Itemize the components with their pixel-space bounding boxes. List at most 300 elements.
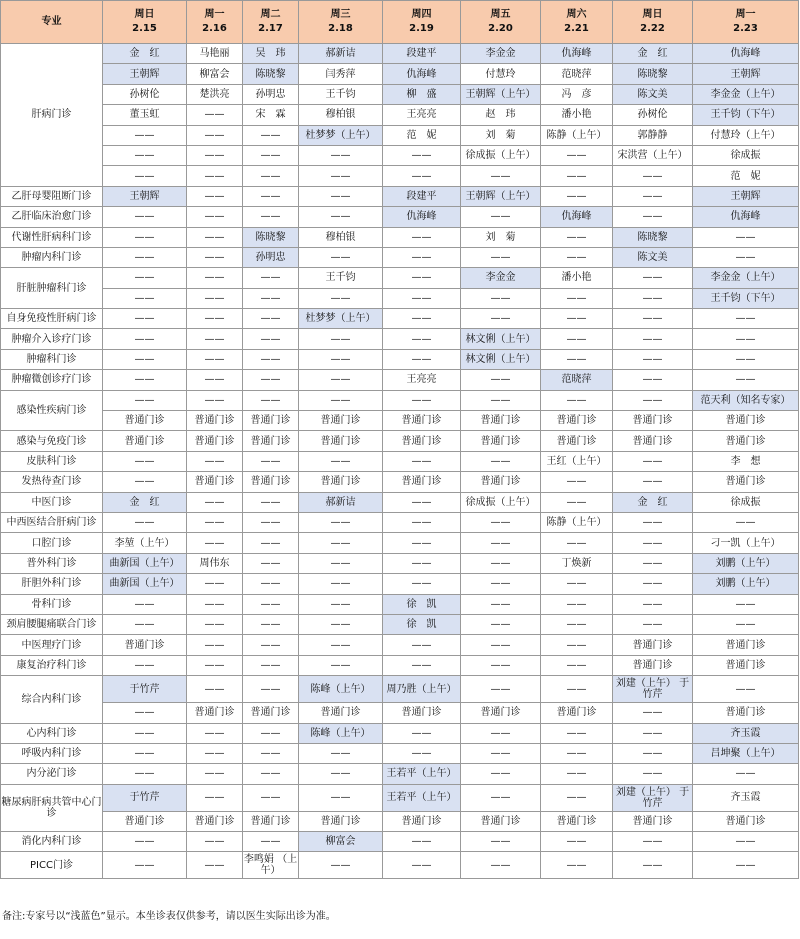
schedule-cell: ——: [243, 574, 299, 594]
schedule-cell: 冯 彦: [541, 84, 613, 104]
schedule-cell: ——: [461, 390, 541, 410]
schedule-cell: 普通门诊: [693, 811, 799, 831]
schedule-cell: 普通门诊: [383, 411, 461, 431]
department-cell: 肿瘤科门诊: [1, 349, 103, 369]
schedule-cell: 普通门诊: [299, 472, 383, 492]
day-header: [613, 1, 693, 44]
schedule-cell: ——: [383, 349, 461, 369]
schedule-cell: ——: [103, 390, 187, 410]
schedule-cell: ——: [461, 723, 541, 743]
table-row: [1, 44, 799, 64]
schedule-cell: ——: [383, 635, 461, 655]
schedule-cell: ——: [103, 370, 187, 390]
department-cell: 肝胆外科门诊: [1, 574, 103, 594]
day-header: [461, 1, 541, 44]
schedule-cell: ——: [613, 390, 693, 410]
schedule-cell: ——: [461, 852, 541, 879]
department-cell: 中医门诊: [1, 492, 103, 512]
schedule-cell: ——: [461, 166, 541, 186]
schedule-cell: ——: [243, 764, 299, 784]
day-header: [383, 1, 461, 44]
schedule-cell: ——: [243, 451, 299, 471]
table-row: [1, 431, 799, 451]
table-row: [1, 655, 799, 675]
schedule-cell: 普通门诊: [243, 472, 299, 492]
schedule-cell: 郝新诘: [299, 44, 383, 64]
department-cell: PICC门诊: [1, 852, 103, 879]
schedule-cell: 普通门诊: [613, 655, 693, 675]
schedule-cell: ——: [461, 553, 541, 573]
schedule-cell: 陈文美: [613, 84, 693, 104]
schedule-cell: ——: [541, 349, 613, 369]
schedule-cell: ——: [613, 594, 693, 614]
schedule-cell: 王亮亮: [383, 370, 461, 390]
schedule-cell: ——: [103, 764, 187, 784]
schedule-cell: ——: [693, 227, 799, 247]
schedule-cell: 李 想: [693, 451, 799, 471]
schedule-cell: 孙明忠: [243, 247, 299, 267]
department-cell: 综合内科门诊: [1, 676, 103, 723]
schedule-cell: ——: [187, 268, 243, 288]
table-row: [1, 533, 799, 553]
schedule-cell: 仇海峰: [541, 207, 613, 227]
schedule-cell: 徐成振（上午）: [461, 145, 541, 165]
schedule-cell: ——: [693, 764, 799, 784]
schedule-cell: ——: [613, 512, 693, 532]
schedule-cell: 楚洪亮: [187, 84, 243, 104]
date-label: 2.16: [202, 23, 227, 34]
schedule-cell: ——: [243, 268, 299, 288]
schedule-cell: ——: [461, 309, 541, 329]
schedule-cell: 普通门诊: [613, 411, 693, 431]
schedule-cell: ——: [243, 288, 299, 308]
schedule-cell: ——: [187, 533, 243, 553]
schedule-cell: ——: [541, 635, 613, 655]
department-cell: 呼吸内科门诊: [1, 743, 103, 763]
schedule-cell: ——: [541, 186, 613, 206]
schedule-cell: 普通门诊: [461, 472, 541, 492]
schedule-cell: ——: [103, 655, 187, 675]
schedule-cell: 陈静（上午）: [541, 125, 613, 145]
schedule-cell: ——: [383, 166, 461, 186]
schedule-cell: ——: [187, 614, 243, 634]
schedule-cell: ——: [103, 349, 187, 369]
schedule-cell: ——: [243, 370, 299, 390]
schedule-cell: 陈峰（上午）: [299, 676, 383, 703]
schedule-cell: 普通门诊: [187, 411, 243, 431]
schedule-cell: ——: [187, 349, 243, 369]
table-row: [1, 635, 799, 655]
schedule-cell: ——: [541, 784, 613, 811]
schedule-cell: ——: [103, 852, 187, 879]
schedule-cell: ——: [187, 288, 243, 308]
schedule-cell: ——: [103, 268, 187, 288]
schedule-cell: ——: [243, 349, 299, 369]
schedule-cell: 普通门诊: [103, 411, 187, 431]
schedule-cell: ——: [243, 743, 299, 763]
weekday-label: 周日: [134, 9, 155, 20]
schedule-cell: ——: [103, 166, 187, 186]
department-cell: 发热待查门诊: [1, 472, 103, 492]
schedule-cell: 宋洪营（上午）: [613, 145, 693, 165]
table-row: [1, 574, 799, 594]
schedule-cell: ——: [187, 764, 243, 784]
schedule-cell: 普通门诊: [541, 703, 613, 723]
schedule-cell: 徐成振: [693, 145, 799, 165]
schedule-cell: 普通门诊: [461, 811, 541, 831]
schedule-cell: 普通门诊: [693, 411, 799, 431]
schedule-cell: ——: [693, 329, 799, 349]
schedule-cell: ——: [187, 370, 243, 390]
schedule-cell: ——: [299, 329, 383, 349]
schedule-cell: 仇海峰: [693, 207, 799, 227]
schedule-cell: ——: [613, 832, 693, 852]
department-cell: 骨科门诊: [1, 594, 103, 614]
schedule-cell: ——: [613, 268, 693, 288]
schedule-cell: ——: [187, 329, 243, 349]
table-row: [1, 105, 799, 125]
table-row: [1, 64, 799, 84]
schedule-cell: ——: [103, 288, 187, 308]
schedule-cell: ——: [613, 703, 693, 723]
schedule-cell: 普通门诊: [243, 431, 299, 451]
schedule-cell: 普通门诊: [383, 703, 461, 723]
schedule-cell: ——: [299, 288, 383, 308]
schedule-cell: ——: [383, 852, 461, 879]
table-row: [1, 411, 799, 431]
schedule-cell: ——: [541, 492, 613, 512]
schedule-cell: ——: [383, 247, 461, 267]
schedule-cell: ——: [541, 247, 613, 267]
schedule-cell: ——: [613, 451, 693, 471]
schedule-cell: 赵 玮: [461, 105, 541, 125]
table-row: [1, 329, 799, 349]
table-row: [1, 852, 799, 879]
table-row: [1, 703, 799, 723]
department-cell: 心内科门诊: [1, 723, 103, 743]
schedule-cell: ——: [613, 614, 693, 634]
schedule-cell: ——: [461, 635, 541, 655]
schedule-cell: 王朝辉: [103, 64, 187, 84]
schedule-cell: 金 红: [613, 492, 693, 512]
weekday-label: 周六: [566, 9, 587, 20]
schedule-cell: ——: [541, 655, 613, 675]
schedule-cell: 普通门诊: [693, 472, 799, 492]
day-header: [103, 1, 187, 44]
schedule-cell: 孙树伦: [613, 105, 693, 125]
schedule-cell: ——: [613, 309, 693, 329]
schedule-cell: ——: [613, 329, 693, 349]
schedule-cell: ——: [541, 743, 613, 763]
schedule-cell: ——: [299, 247, 383, 267]
schedule-cell: 刘建（上午） 于竹芹: [613, 784, 693, 811]
table-row: [1, 268, 799, 288]
schedule-cell: 杜梦梦（上午）: [299, 125, 383, 145]
schedule-cell: 李鸣娟 （上午）: [243, 852, 299, 879]
schedule-cell: ——: [103, 247, 187, 267]
schedule-cell: 柳富会: [187, 64, 243, 84]
schedule-cell: 付慧玲: [461, 64, 541, 84]
schedule-cell: ——: [243, 492, 299, 512]
schedule-cell: 普通门诊: [383, 472, 461, 492]
schedule-cell: ——: [299, 451, 383, 471]
schedule-cell: 陈晓黎: [613, 64, 693, 84]
schedule-cell: ——: [541, 832, 613, 852]
schedule-cell: ——: [299, 574, 383, 594]
schedule-cell: ——: [541, 472, 613, 492]
schedule-cell: ——: [383, 390, 461, 410]
schedule-cell: 刘鹏（上午）: [693, 553, 799, 573]
schedule-cell: 陈静（上午）: [541, 512, 613, 532]
weekday-label: 周二: [260, 9, 281, 20]
schedule-cell: 潘小艳: [541, 268, 613, 288]
schedule-cell: 仇海峰: [693, 44, 799, 64]
schedule-cell: 刘鹏（上午）: [693, 574, 799, 594]
schedule-cell: ——: [103, 614, 187, 634]
schedule-cell: ——: [299, 635, 383, 655]
schedule-cell: ——: [383, 512, 461, 532]
footnote: 备注:专家号以“浅蓝色”显示。本坐诊表仅供参考，请以医生实际出诊为准。: [2, 911, 336, 922]
schedule-cell: ——: [243, 614, 299, 634]
date-label: 2.15: [132, 23, 157, 34]
schedule-cell: ——: [187, 492, 243, 512]
schedule-cell: ——: [541, 676, 613, 703]
schedule-cell: 普通门诊: [613, 811, 693, 831]
schedule-cell: ——: [299, 390, 383, 410]
schedule-cell: 王朝辉: [693, 64, 799, 84]
schedule-cell: ——: [383, 268, 461, 288]
schedule-cell: 齐玉霞: [693, 784, 799, 811]
department-cell: 乙肝临床治愈门诊: [1, 207, 103, 227]
schedule-cell: ——: [541, 614, 613, 634]
schedule-cell: ——: [243, 676, 299, 703]
schedule-cell: 齐玉霞: [693, 723, 799, 743]
schedule-cell: ——: [383, 832, 461, 852]
schedule-cell: 林文俐（上午）: [461, 329, 541, 349]
schedule-cell: 普通门诊: [299, 811, 383, 831]
schedule-cell: ——: [693, 349, 799, 369]
schedule-cell: ——: [383, 492, 461, 512]
table-row: [1, 492, 799, 512]
schedule-cell: ——: [103, 309, 187, 329]
schedule-cell: ——: [299, 207, 383, 227]
schedule-cell: 刘 菊: [461, 227, 541, 247]
schedule-cell: ——: [187, 594, 243, 614]
schedule-cell: ——: [187, 655, 243, 675]
schedule-cell: 普通门诊: [103, 811, 187, 831]
schedule-cell: 普通门诊: [693, 635, 799, 655]
date-label: 2.22: [640, 23, 665, 34]
schedule-cell: ——: [103, 329, 187, 349]
schedule-cell: ——: [461, 832, 541, 852]
schedule-cell: ——: [243, 186, 299, 206]
schedule-cell: 李堃（上午）: [103, 533, 187, 553]
schedule-cell: ——: [299, 186, 383, 206]
schedule-cell: 普通门诊: [541, 431, 613, 451]
department-cell: 自身免疫性肝病门诊: [1, 309, 103, 329]
schedule-cell: 王千钧（下午）: [693, 288, 799, 308]
schedule-cell: ——: [613, 370, 693, 390]
schedule-cell: ——: [613, 574, 693, 594]
schedule-cell: 王千钧: [299, 84, 383, 104]
schedule-cell: ——: [613, 723, 693, 743]
table-row: [1, 676, 799, 703]
schedule-cell: ——: [383, 227, 461, 247]
schedule-cell: ——: [243, 533, 299, 553]
schedule-cell: 普通门诊: [187, 811, 243, 831]
schedule-cell: ——: [187, 852, 243, 879]
schedule-cell: ——: [243, 594, 299, 614]
table-row: [1, 247, 799, 267]
schedule-cell: ——: [613, 472, 693, 492]
schedule-cell: ——: [541, 329, 613, 349]
schedule-cell: 金 红: [103, 492, 187, 512]
day-header: [299, 1, 383, 44]
schedule-cell: 周乃胜（上午）: [383, 676, 461, 703]
schedule-cell: 普通门诊: [187, 431, 243, 451]
schedule-cell: ——: [187, 723, 243, 743]
schedule-cell: ——: [461, 451, 541, 471]
day-header: [693, 1, 799, 44]
schedule-cell: ——: [383, 553, 461, 573]
schedule-cell: 仇海峰: [383, 207, 461, 227]
schedule-cell: ——: [693, 852, 799, 879]
schedule-cell: ——: [613, 288, 693, 308]
schedule-cell: ——: [461, 207, 541, 227]
schedule-cell: 李金金: [461, 268, 541, 288]
schedule-cell: ——: [187, 247, 243, 267]
schedule-cell: ——: [299, 614, 383, 634]
schedule-cell: 潘小艳: [541, 105, 613, 125]
table-row: [1, 832, 799, 852]
department-cell: 颈肩腰腿痛联合门诊: [1, 614, 103, 634]
schedule-cell: 范晓萍: [541, 370, 613, 390]
schedule-cell: ——: [541, 227, 613, 247]
schedule-cell: ——: [243, 655, 299, 675]
schedule-cell: ——: [299, 594, 383, 614]
schedule-cell: 刘建（上午） 于竹芹: [613, 676, 693, 703]
schedule-cell: ——: [383, 451, 461, 471]
schedule-cell: 普通门诊: [383, 811, 461, 831]
department-cell: 乙肝母婴阻断门诊: [1, 186, 103, 206]
schedule-cell: ——: [613, 349, 693, 369]
department-cell: 代谢性肝病科门诊: [1, 227, 103, 247]
schedule-cell: ——: [299, 370, 383, 390]
schedule-cell: ——: [187, 227, 243, 247]
table-row: [1, 207, 799, 227]
department-cell: 中西医结合肝病门诊: [1, 512, 103, 532]
schedule-cell: 周伟东: [187, 553, 243, 573]
schedule-cell: ——: [243, 635, 299, 655]
schedule-cell: 徐 凯: [383, 594, 461, 614]
schedule-cell: 林文俐（上午）: [461, 349, 541, 369]
schedule-cell: ——: [299, 166, 383, 186]
schedule-cell: ——: [541, 166, 613, 186]
schedule-cell: 范 妮: [693, 166, 799, 186]
schedule-body: [1, 44, 799, 879]
schedule-cell: ——: [243, 125, 299, 145]
schedule-cell: 普通门诊: [693, 655, 799, 675]
schedule-cell: ——: [613, 852, 693, 879]
schedule-cell: ——: [693, 594, 799, 614]
schedule-cell: ——: [243, 512, 299, 532]
schedule-cell: 于竹芹: [103, 676, 187, 703]
schedule-cell: 段建平: [383, 44, 461, 64]
schedule-cell: ——: [541, 764, 613, 784]
schedule-cell: ——: [299, 852, 383, 879]
schedule-cell: 王千钧: [299, 268, 383, 288]
schedule-cell: 于竹芹: [103, 784, 187, 811]
schedule-cell: 王朝辉: [693, 186, 799, 206]
schedule-cell: ——: [187, 784, 243, 811]
schedule-cell: ——: [243, 723, 299, 743]
schedule-cell: ——: [243, 145, 299, 165]
schedule-cell: ——: [383, 743, 461, 763]
schedule-cell: 马艳丽: [187, 44, 243, 64]
table-row: [1, 349, 799, 369]
schedule-cell: 杜梦梦（上午）: [299, 309, 383, 329]
schedule-cell: ——: [187, 390, 243, 410]
schedule-cell: 普通门诊: [187, 472, 243, 492]
schedule-cell: ——: [541, 390, 613, 410]
department-cell: 肝病门诊: [1, 44, 103, 187]
schedule-cell: 徐 凯: [383, 614, 461, 634]
schedule-cell: 董玉虹: [103, 105, 187, 125]
schedule-cell: ——: [461, 594, 541, 614]
schedule-cell: ——: [243, 329, 299, 349]
department-cell: 内分泌门诊: [1, 764, 103, 784]
schedule-cell: ——: [541, 852, 613, 879]
schedule-cell: ——: [613, 533, 693, 553]
schedule-cell: 普通门诊: [243, 811, 299, 831]
schedule-cell: ——: [299, 743, 383, 763]
schedule-cell: 普通门诊: [243, 411, 299, 431]
department-cell: 中医理疗门诊: [1, 635, 103, 655]
schedule-cell: ——: [103, 512, 187, 532]
schedule-cell: ——: [383, 329, 461, 349]
schedule-cell: ——: [383, 723, 461, 743]
schedule-cell: 普通门诊: [461, 431, 541, 451]
schedule-cell: ——: [187, 832, 243, 852]
schedule-cell: 普通门诊: [461, 411, 541, 431]
schedule-cell: 普通门诊: [613, 431, 693, 451]
schedule-cell: ——: [299, 553, 383, 573]
schedule-cell: 刘 菊: [461, 125, 541, 145]
schedule-cell: ——: [103, 145, 187, 165]
weekday-label: 周一: [204, 9, 225, 20]
schedule-cell: 范 妮: [383, 125, 461, 145]
schedule-cell: 付慧玲（上午）: [693, 125, 799, 145]
schedule-cell: ——: [187, 207, 243, 227]
date-label: 2.17: [258, 23, 283, 34]
schedule-cell: 普通门诊: [541, 811, 613, 831]
schedule-cell: ——: [461, 533, 541, 553]
date-label: 2.23: [733, 23, 758, 34]
schedule-cell: 王若平（上午）: [383, 764, 461, 784]
weekday-label: 周三: [330, 9, 351, 20]
day-header: [541, 1, 613, 44]
schedule-cell: ——: [103, 207, 187, 227]
schedule-cell: 范天利（知名专家）: [693, 390, 799, 410]
table-row: [1, 84, 799, 104]
schedule-cell: 陈晓黎: [243, 227, 299, 247]
schedule-cell: 王亮亮: [383, 105, 461, 125]
schedule-cell: ——: [187, 635, 243, 655]
schedule-header: [1, 1, 799, 44]
schedule-cell: ——: [383, 288, 461, 308]
schedule-cell: 普通门诊: [187, 703, 243, 723]
schedule-cell: ——: [461, 676, 541, 703]
